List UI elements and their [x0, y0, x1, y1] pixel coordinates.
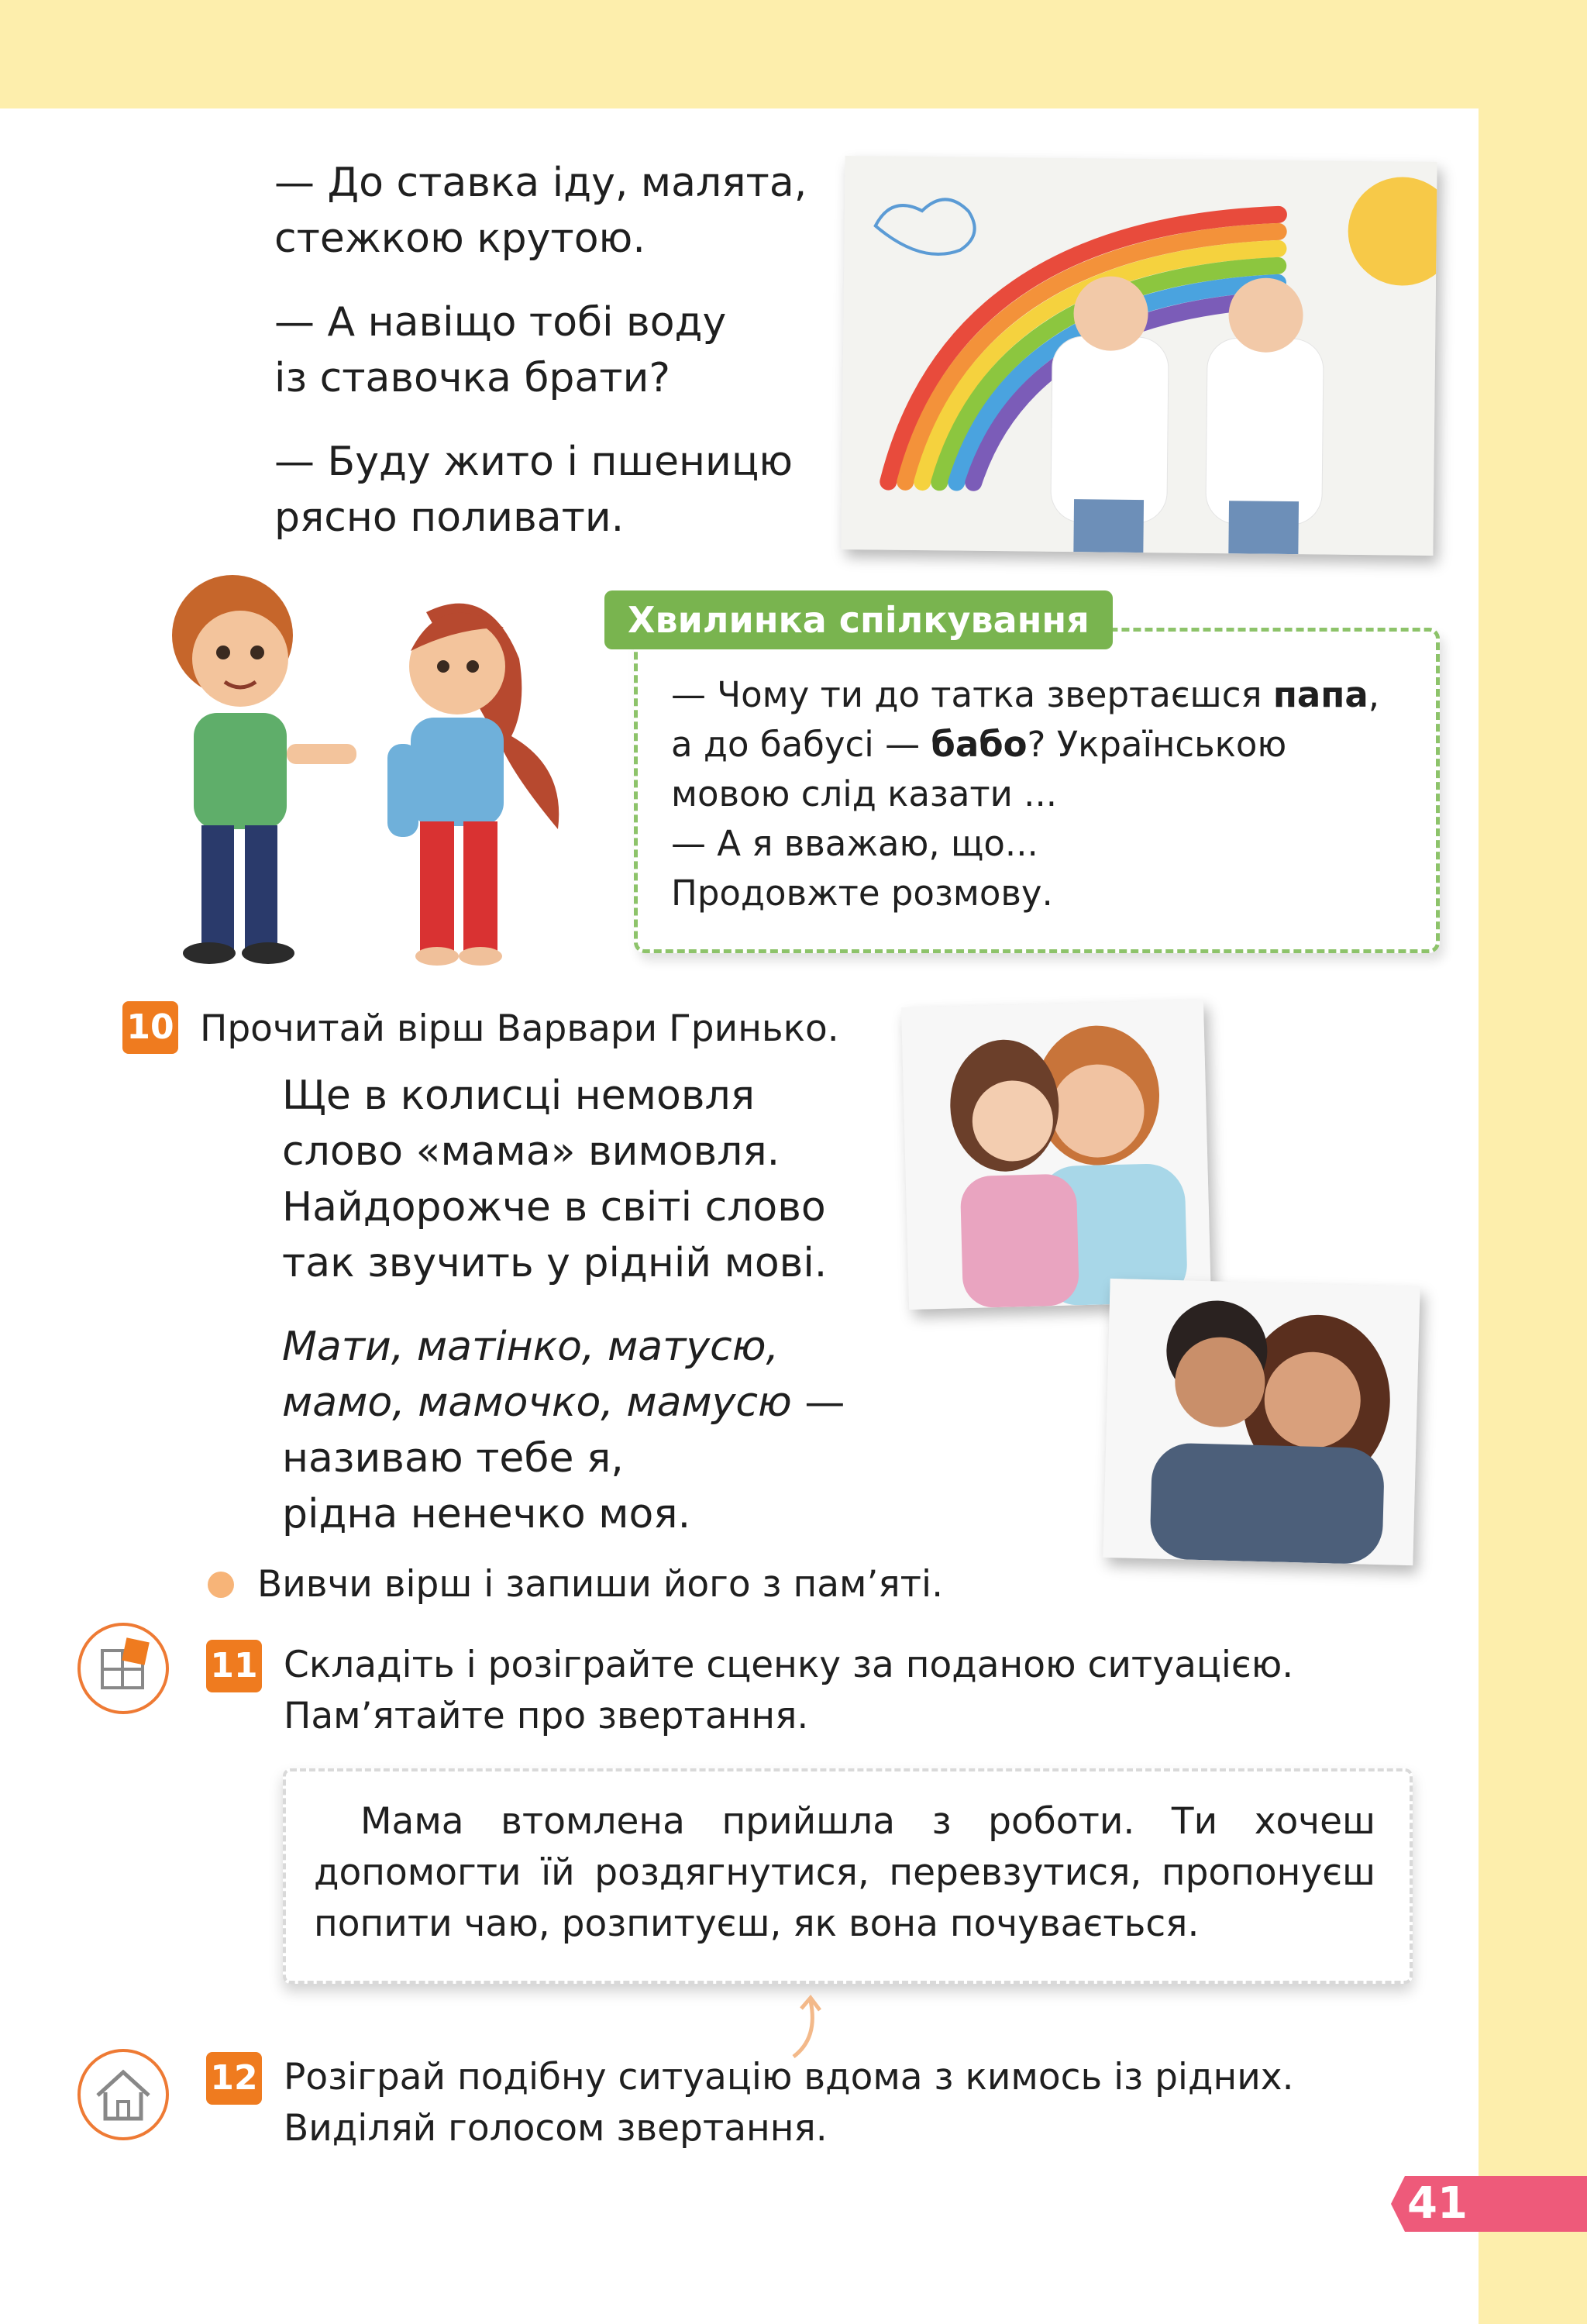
poem-line: із ставочка брати?	[274, 355, 670, 401]
bullet-text: Вивчи вірш і запиши його з пам’яті.	[257, 1563, 944, 1606]
talk-line: мовою слід казати ...	[671, 773, 1058, 814]
poem-line: рідна ненечко моя.	[282, 1491, 691, 1537]
task-instruction: Прочитай вірш Варвари Гринько.	[200, 1007, 839, 1050]
talk-tab: Хвилинка спілкування	[604, 590, 1113, 649]
poem-line: стежкою крутою.	[274, 215, 645, 262]
poem-line: — А навіщо тобі воду	[274, 299, 727, 346]
poem-line: — До ставка іду, малята,	[274, 160, 807, 206]
poem-line: Найдорожче в світі слово	[282, 1184, 826, 1231]
house-glyph	[81, 2052, 166, 2137]
puzzle-icon	[77, 1623, 169, 1714]
poem-top	[274, 155, 817, 546]
poem-line: так звучить у рідній мові.	[282, 1240, 828, 1286]
task-number-badge: 12	[206, 2052, 262, 2105]
talk-line-text: ? Українською	[1027, 724, 1287, 765]
mother-son-illustration	[1103, 1279, 1420, 1565]
mother-daughter-photo	[901, 1000, 1211, 1310]
poem-line: Ще в колисці немовля	[282, 1072, 755, 1119]
cartoon-children	[132, 566, 581, 969]
poem-line: рясно поливати.	[274, 494, 625, 541]
situation-text: Мама втомлена прийшла з роботи. Ти хочеш допомогти їй роздягнутися, перевзутися, пропонуєш попити чаю, розпитуєш, як вона почувається.	[314, 1800, 1375, 1945]
puzzle-glyph	[81, 1626, 166, 1711]
poem-mama	[282, 1068, 886, 1542]
poem-line: слово «мама» вимовля.	[282, 1128, 780, 1175]
poem-line-italic: Мати, матінко, матусю,	[282, 1324, 780, 1370]
house-icon	[77, 2049, 169, 2140]
rainbow-kids-photo	[841, 156, 1437, 556]
talk-line-text: — Чому ти до татка звертаєшся	[671, 674, 1262, 715]
poem-dash: —	[791, 1379, 845, 1426]
top-band	[0, 0, 1587, 108]
right-band	[1479, 0, 1587, 2324]
arrow-icon	[787, 1992, 834, 2061]
poem-line	[282, 1375, 886, 1431]
page-number: 41	[1407, 2178, 1468, 2229]
talk-line	[671, 720, 1412, 770]
talk-line-text: а до бабусі —	[671, 724, 921, 765]
talk-punct: ,	[1368, 674, 1380, 715]
task-number-badge: 10	[122, 1001, 178, 1054]
task-text: Складіть і розіграйте сценку за поданою ситуацією. Пам’ятайте про звертання.	[284, 1644, 1294, 1737]
poem-line: називаю тебе я,	[282, 1435, 624, 1482]
mother-daughter-illustration	[901, 1000, 1211, 1310]
children-illustration	[132, 566, 581, 969]
rainbow-illustration	[841, 156, 1437, 556]
talk-line: Продовжте розмову.	[671, 873, 1053, 914]
talk-line	[671, 670, 1412, 720]
talk-line: — А я вважаю, що...	[671, 823, 1038, 864]
talk-dialogue	[671, 670, 1412, 918]
talk-bold-word: бабо	[931, 724, 1028, 765]
bullet-dot	[208, 1572, 234, 1598]
poem-italic-words: мамо, мамочко, мамусю	[282, 1379, 792, 1426]
task-number-badge: 11	[206, 1640, 262, 1692]
mother-son-photo	[1103, 1279, 1420, 1565]
talk-bold-word: папа	[1272, 674, 1368, 715]
task-text: Розіграй подібну ситуацію вдома з кимось із рідних. Виділяй голосом звертання.	[284, 2056, 1294, 2150]
poem-line: — Буду жито і пшеницю	[274, 439, 794, 485]
